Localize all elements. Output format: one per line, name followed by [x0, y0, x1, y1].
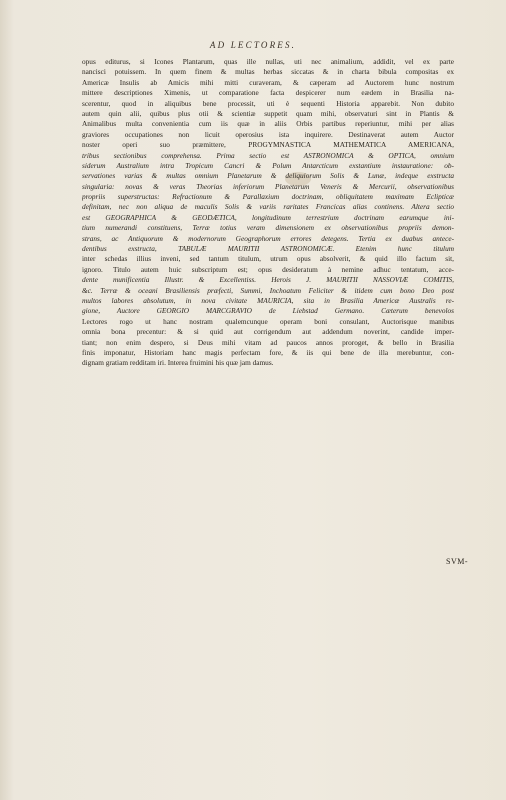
- text-line: ignoro. Titulo autem huic subscriptum est; opus desideratum à nemine adhuc tentatum, acce-: [82, 264, 454, 274]
- text-line: scerentur, quod in aliquibus bene processit, uti è sequenti Historia apparebit. Non dubito: [82, 98, 454, 108]
- text-line: omnia bona precentur: & si quid aut corrigendum aut addendum noverint, candide imper-: [82, 327, 454, 337]
- text-line: dentibus exstructa, TABULÆ MAURITII ASTRONOMICÆ. Etenim hunc titulum: [82, 244, 454, 254]
- text-line: tiant; non enim despero, si Deus mihi vitam ad paucos annos proroget, & bello in Brasilia: [82, 337, 454, 347]
- text-line: est GEOGRAPHICA & GEODÆTICA, longitudinum terrestrium doctrinam earumque ini-: [82, 212, 454, 222]
- text-line: Lectores rogo ut hanc nostram qualemcunque operam boni consulant, Auctorisque manibus: [82, 316, 454, 326]
- running-head: AD LECTORES.: [209, 40, 297, 50]
- catchword: SVM-: [446, 557, 469, 566]
- text-line: siderum Australium intra Tropicum Cancri & Polum Antarcticum exstantium instauratione: ob-: [82, 160, 454, 170]
- text-line: tribus sectionibus comprehensa. Prima sectio est ASTRONOMICA & OPTICA, omnium: [82, 150, 454, 160]
- text-line: opus editurus, si Icones Plantarum, quas ille nullas, uti nec animalium, addidit, vel ex parte: [82, 57, 454, 66]
- text-line: definitam, nec non aliqua de maculis Solis & variis raritates Francicas alias continens. Altera sectio: [82, 202, 454, 212]
- text-line: inter schedas illius inveni, sed tantum titulum, utrum opus absolverit, & quid illo factum sit,: [82, 254, 454, 264]
- text-line: &c. Terræ & oceani Brasiliensis præfecti, Summi, Inchoatum Feliciter & itidem cum bono Deo post: [82, 285, 454, 295]
- text-line: tium numerandi constituens, Terræ totius veram dimensionem ex observationibus propriis demon-: [82, 223, 454, 233]
- text-line: dignam gratiam redditam iri. Interea fruimini his quæ jam damus.: [82, 358, 274, 368]
- text-line: propriis superstructas: Refractionum & Parallaxium doctrinam, obliquitatem maximam Eclipticæ: [82, 192, 454, 202]
- text-line: dente munificentia Illustr. & Excellentiss. Herois J. MAURITII NASSOVIÆ COMITIS,: [82, 275, 454, 285]
- text-line: Animalibus multa convenientia cum iis quæ in aliis Orbis partibus reperiuntur, mihi per alias: [82, 119, 454, 129]
- text-line: servationes varias & multas omnium Planetarum & deliquiorum Solis & Lunæ, indeque exstructa: [82, 171, 454, 181]
- text-line: finis imponatur, Historiam hanc magis perfectam fore, & iis qui bene de illa merebuntur, con-: [82, 347, 454, 357]
- text-line: singularia: novas & veras Theorias inferiorum Planetarum Veneris & Mercurii, observationibus: [82, 181, 454, 191]
- text-line: autem quin alii, quibus plus otii & scientiæ suppetit quam mihi, observaturi sint in Plantis &: [82, 108, 454, 118]
- text-line: gione, Auctore GEORGIO MARCGRAVIO de Liebstad Germano. Cæterum benevolos: [82, 306, 454, 316]
- text-line: multos labores absolutum, in nova civitate MAURICIA, sita in Brasilia Americæ Australis re-: [82, 295, 454, 305]
- text-line: mittere descriptiones Ximenis, ut comparatione facta despicerer num eædem in Brasilia na-: [82, 88, 454, 98]
- body-text: [82, 57, 454, 369]
- text-line: Americæ Insulis ab Amicis mihi mitti curaveram, & cæperam ad Auctorem hunc nostrum: [82, 77, 454, 87]
- text-line: strans, ac Antiquorum & modernorum Geographorum errores detegens. Tertia ex duabus antece-: [82, 233, 454, 243]
- text-line: nancisci potuissem. In quem finem & multas herbas siccatas & in charta bibula compositas ex: [82, 67, 454, 77]
- text-line: noster operi suo præmittere, PROGYMNASTICA MATHEMATICA AMERICANA,: [82, 140, 454, 150]
- text-line: graviores occupationes non licuit operosius ista inquirere. Destinaverat autem Auctor: [82, 129, 454, 139]
